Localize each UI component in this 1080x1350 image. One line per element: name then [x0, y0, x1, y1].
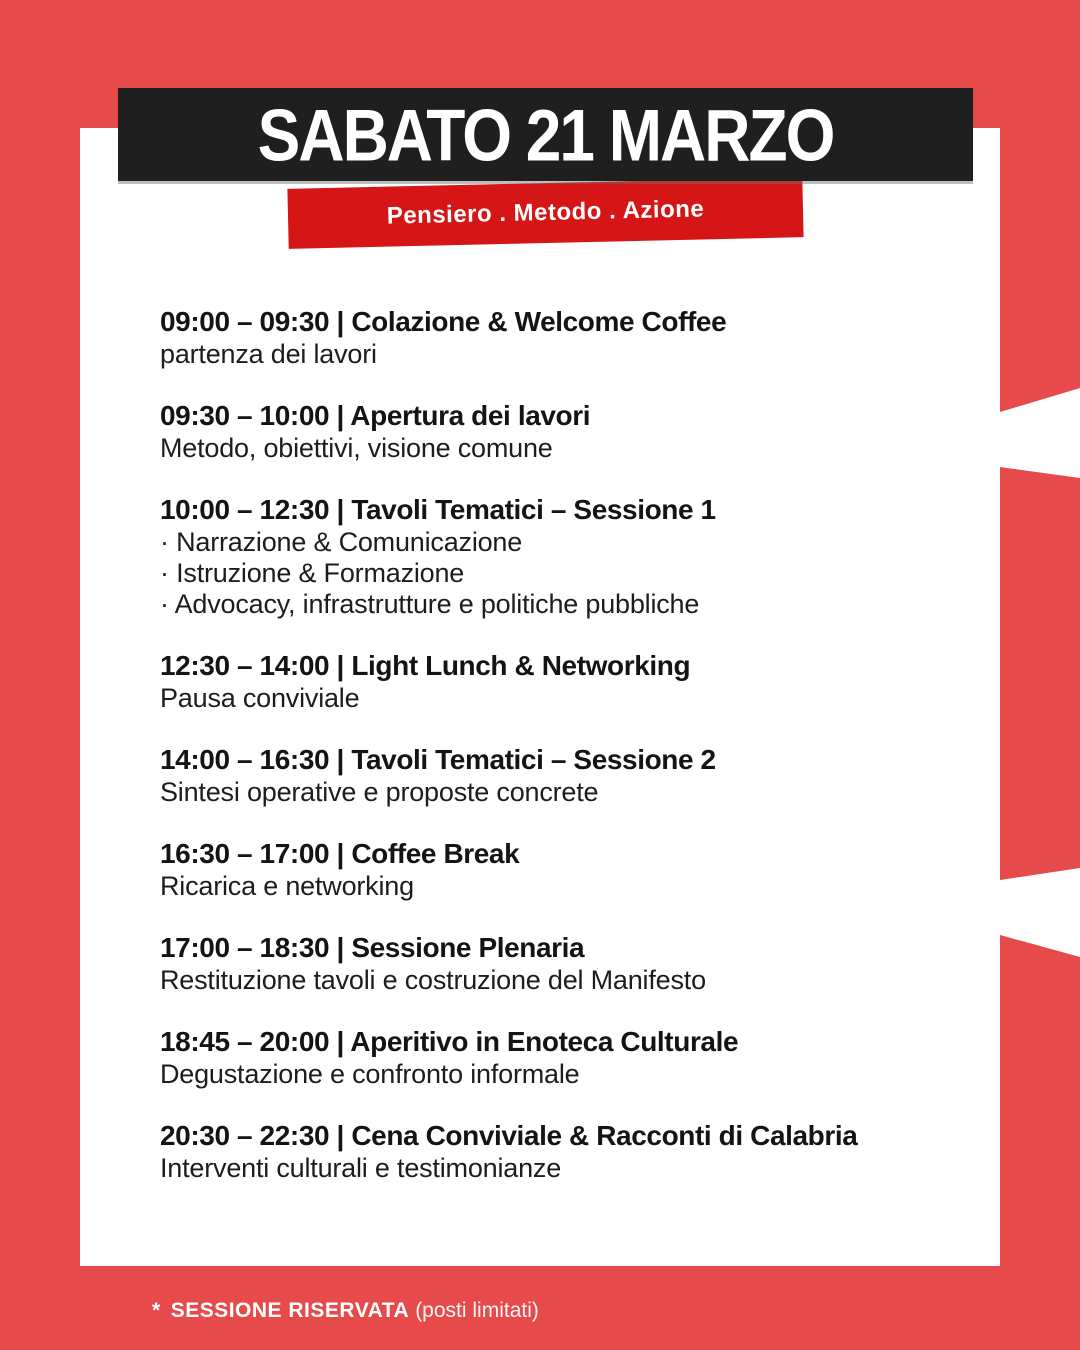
- schedule-item-title: 10:00 – 12:30 | Tavoli Tematici – Sessione 1: [160, 494, 716, 525]
- schedule-item: [160, 743, 1000, 808]
- footer-note: [152, 1296, 539, 1326]
- schedule-item-title: 12:30 – 14:00 | Light Lunch & Networking: [160, 650, 691, 681]
- schedule-item: [160, 305, 1000, 370]
- schedule-item: [160, 1025, 1000, 1090]
- right-border-notch-bottom: [1000, 868, 1080, 957]
- schedule-item-title: 20:30 – 22:30 | Cena Conviviale & Racconti di Calabria: [160, 1120, 858, 1151]
- schedule-item-detail: Pausa conviviale: [160, 683, 360, 713]
- schedule-item: [160, 399, 1000, 464]
- schedule-item: [160, 837, 1000, 902]
- footer-asterisk: *: [152, 1299, 161, 1322]
- schedule-item-title: 17:00 – 18:30 | Sessione Plenaria: [160, 932, 585, 963]
- schedule-item-title: 14:00 – 16:30 | Tavoli Tematici – Sessione 2: [160, 744, 716, 775]
- schedule-item: [160, 931, 1000, 996]
- schedule-item: [160, 1119, 1000, 1184]
- schedule-item-title: 09:30 – 10:00 | Apertura dei lavori: [160, 400, 591, 431]
- schedule-item-detail: · Narrazione & Comunicazione: [160, 527, 523, 557]
- schedule-item-detail: partenza dei lavori: [160, 339, 377, 369]
- schedule-list: [160, 305, 1000, 1213]
- right-border-notch-top: [1000, 388, 1080, 478]
- schedule-item-detail: · Advocacy, infrastrutture e politiche pubbliche: [160, 589, 700, 619]
- footer-suffix: (posti limitati): [415, 1299, 539, 1322]
- schedule-item-detail: Ricarica e networking: [160, 871, 414, 901]
- schedule-item-detail: · Istruzione & Formazione: [160, 558, 465, 588]
- schedule-item-detail: Degustazione e confronto informale: [160, 1059, 580, 1089]
- schedule-item-detail: Interventi culturali e testimonianze: [160, 1153, 562, 1183]
- schedule-item-title: 18:45 – 20:00 | Aperitivo in Enoteca Culturale: [160, 1026, 739, 1057]
- date-banner: [118, 88, 973, 181]
- schedule-item: [160, 649, 1000, 714]
- schedule-item-detail: Restituzione tavoli e costruzione del Manifesto: [160, 965, 706, 995]
- schedule-item: [160, 493, 1000, 620]
- schedule-item-detail: Sintesi operative e proposte concrete: [160, 777, 599, 807]
- schedule-item-title: 16:30 – 17:00 | Coffee Break: [160, 838, 520, 869]
- date-title: SABATO 21 MARZO: [257, 93, 834, 176]
- footer-label: SESSIONE RISERVATA: [170, 1299, 410, 1322]
- tagline-text: Pensiero . Metodo . Azione: [386, 195, 705, 230]
- tagline-ribbon: [287, 177, 803, 249]
- schedule-item-title: 09:00 – 09:30 | Colazione & Welcome Coffee: [160, 306, 727, 337]
- schedule-item-detail: Metodo, obiettivi, visione comune: [160, 433, 553, 463]
